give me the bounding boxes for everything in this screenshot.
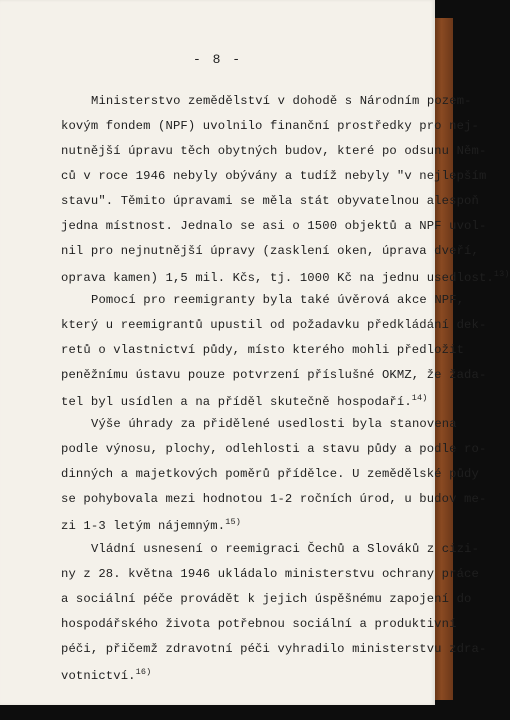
line-text: Výše úhrady za přidělené usedlosti byla stanovena: [91, 417, 457, 431]
text-line: [61, 592, 472, 606]
text-line: [61, 517, 241, 533]
text-line: [91, 293, 464, 307]
line-text: ny z 28. května 1946 ukládalo ministerstvu ochrany práce: [61, 567, 479, 581]
text-line: [61, 343, 464, 357]
line-text: tel byl usídlen a na příděl skutečně hospodaří.: [61, 395, 412, 409]
line-text: nil pro nejnutnější úpravy (zasklení oken, úprava dveří,: [61, 244, 479, 258]
text-line: [61, 269, 510, 285]
line-text: se pohybovala mezi hodnotou 1-2 ročních úrod, u budov me-: [61, 492, 487, 506]
line-text: hospodářského života potřebnou sociální a produktivní: [61, 617, 457, 631]
text-line: [61, 244, 479, 258]
text-line: [61, 393, 428, 409]
footnote-marker: 14): [411, 393, 428, 403]
text-line: [61, 368, 486, 382]
text-line: [61, 567, 479, 581]
text-line: [61, 667, 151, 683]
text-line: [61, 442, 486, 456]
line-text: zi 1-3 letým nájemným.: [61, 519, 226, 533]
footnote-marker: 13): [493, 269, 510, 279]
text-line: [61, 169, 486, 183]
text-line: [61, 492, 486, 506]
text-line: [61, 318, 486, 332]
line-text: stavu". Těmito úpravami se měla stát obyvatelnou alespoň: [61, 194, 479, 208]
text-line: [61, 617, 457, 631]
text-line: [91, 542, 479, 556]
line-text: votnictví.: [61, 669, 136, 683]
line-text: nutnější úpravu těch obytných budov, které po odsunu Něm-: [61, 144, 487, 158]
line-text: retů o vlastnictví půdy, místo kterého mohli předložit: [61, 343, 465, 357]
line-text: jedna místnost. Jednalo se asi o 1500 objektů a NPF uvol-: [61, 219, 487, 233]
text-line: [91, 94, 472, 108]
line-text: Ministerstvo zemědělství v dohodě s Národním pozem-: [91, 94, 472, 108]
line-text: kovým fondem (NPF) uvolnilo finanční prostředky pro nej-: [61, 119, 479, 133]
text-line: [61, 194, 479, 208]
line-text: a sociální péče provádět k jejich úspěšnému zapojení do: [61, 592, 472, 606]
line-text: Vládní usnesení o reemigraci Čechů a Slováků z cizi-: [91, 542, 480, 556]
text-line: [61, 467, 479, 481]
page-number: - 8 -: [192, 52, 242, 67]
line-text: dinných a majetkových poměrů přídělce. U zemědělské půdy: [61, 467, 479, 481]
footnote-marker: 16): [135, 667, 152, 677]
line-text: oprava kamen) 1,5 mil. Kčs, tj. 1000 Kč na jednu usedlost.: [61, 271, 494, 285]
footnote-marker: 15): [225, 517, 241, 527]
text-line: [61, 119, 479, 133]
line-text: který u reemigrantů upustil od požadavku předkládání dek-: [61, 318, 487, 332]
line-text: peněžnímu ústavu pouze potvrzení příslušné OKMZ, že žada-: [61, 368, 487, 382]
line-text: podle výnosu, plochy, odlehlosti a stavu půdy a podle ro-: [61, 442, 487, 456]
text-line: [61, 219, 486, 233]
text-line: [91, 417, 457, 431]
text-line: [61, 642, 486, 656]
line-text: péči, přičemž zdravotní péči vyhradilo ministerstvu zdra-: [61, 642, 487, 656]
text-line: [61, 144, 486, 158]
line-text: Pomocí pro reemigranty byla také úvěrová akce NPF,: [91, 293, 465, 307]
line-text: ců v roce 1946 nebyly obývány a tudíž nebyly "v nejlepším: [61, 169, 487, 183]
